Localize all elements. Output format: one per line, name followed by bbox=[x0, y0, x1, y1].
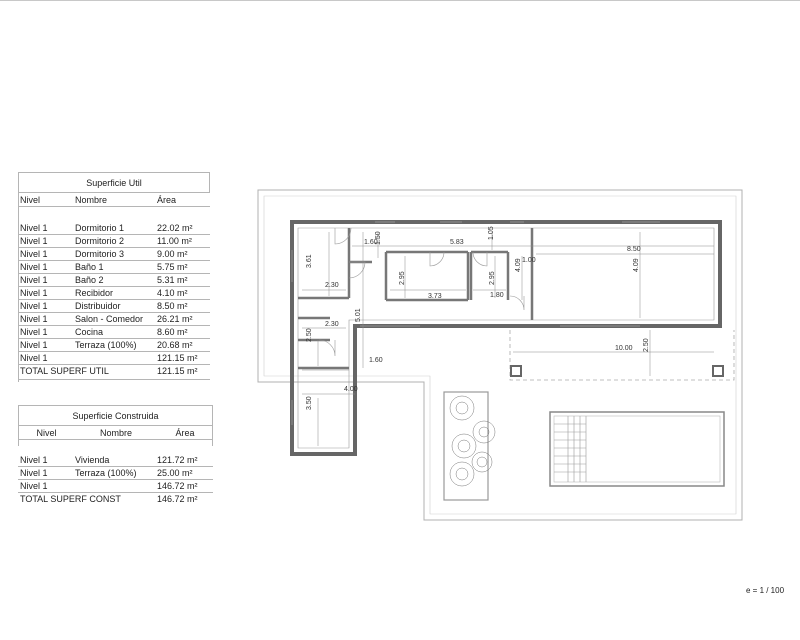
table-cell: Nivel 1 bbox=[20, 314, 48, 324]
table-cell: Dormitorio 2 bbox=[75, 236, 125, 246]
dimension-label: 5.83 bbox=[450, 239, 464, 246]
scale-label: e = 1 / 100 bbox=[746, 586, 785, 595]
dimension-label: 10.00 bbox=[615, 345, 633, 352]
column-header: Nombre bbox=[75, 195, 108, 205]
exterior-walls bbox=[292, 222, 720, 454]
dimension-label: 5.01 bbox=[355, 308, 362, 322]
table-cell: Nivel 1 bbox=[20, 288, 48, 298]
table-cell: Nivel 1 bbox=[20, 327, 48, 337]
column-header: Área bbox=[175, 428, 195, 438]
total-value: 121.15 m² bbox=[157, 366, 198, 376]
dimension-label: 4.09 bbox=[633, 258, 640, 272]
table-cell: Nivel 1 bbox=[20, 223, 48, 233]
table-cell: Nivel 1 bbox=[20, 236, 48, 246]
subtotal-value: 121.15 m² bbox=[157, 353, 198, 363]
total-value: 146.72 m² bbox=[157, 494, 198, 504]
table-title: Superficie Construida bbox=[18, 405, 213, 426]
table-cell: 11.00 m² bbox=[157, 236, 192, 246]
dimension-label: 1.60 bbox=[364, 239, 378, 246]
table-cell: 4.10 m² bbox=[157, 288, 188, 298]
table-cell: Baño 2 bbox=[75, 275, 104, 285]
dimension-label: 2.30 bbox=[325, 282, 339, 289]
dimension-label: 4.00 bbox=[344, 386, 358, 393]
table-cell: Salon - Comedor bbox=[75, 314, 144, 324]
dimension-label: 1.00 bbox=[522, 257, 536, 264]
swimming-pool bbox=[550, 412, 724, 486]
table-cell: Nivel 1 bbox=[20, 275, 48, 285]
table-cell: 8.60 m² bbox=[157, 327, 188, 337]
dimension-label: 2.50 bbox=[306, 328, 313, 342]
dimension-label: 2.95 bbox=[399, 271, 406, 285]
terrace-outline bbox=[510, 330, 734, 380]
table-cell: Nivel 1 bbox=[20, 249, 48, 259]
dimension-label: 3.61 bbox=[306, 254, 313, 268]
dimension-label: 4.09 bbox=[515, 258, 522, 272]
dimension-label: 1.05 bbox=[488, 226, 495, 240]
column-header: Nivel bbox=[36, 428, 57, 438]
total-label: TOTAL SUPERF CONST bbox=[20, 494, 121, 504]
table-cell: 22.02 m² bbox=[157, 223, 193, 233]
dimension-label: 2.30 bbox=[325, 321, 339, 328]
table-cell: Cocina bbox=[75, 327, 104, 337]
column-header: Nombre bbox=[99, 428, 132, 438]
table-cell: Nivel 1 bbox=[20, 468, 48, 478]
table-cell: 121.72 m² bbox=[157, 455, 198, 465]
table-cell: 5.31 m² bbox=[157, 275, 188, 285]
plot-boundary bbox=[258, 190, 742, 520]
table-cell: 8.50 m² bbox=[157, 301, 188, 311]
terrace-post bbox=[511, 366, 521, 376]
table-cell: 26.21 m² bbox=[157, 314, 193, 324]
dimension-label: 3.50 bbox=[306, 396, 313, 410]
dimension-label: 1.60 bbox=[369, 357, 383, 364]
garden-bed bbox=[444, 392, 488, 500]
table-cell: Nivel 1 bbox=[20, 301, 48, 311]
table-cell: Baño 1 bbox=[75, 262, 104, 272]
table-cell: Recibidor bbox=[75, 288, 114, 298]
column-header: Nivel bbox=[20, 195, 41, 205]
column-header: Área bbox=[157, 195, 177, 205]
dimension-label: 2.95 bbox=[489, 271, 496, 285]
table-cell: 20.68 m² bbox=[157, 340, 193, 350]
terrace-post bbox=[713, 366, 723, 376]
table-title: Superficie Util bbox=[18, 172, 210, 193]
table-cell: 5.75 m² bbox=[157, 262, 188, 272]
subtotal-value: 146.72 m² bbox=[157, 481, 198, 491]
table-cell: 9.00 m² bbox=[157, 249, 188, 259]
table-cell: Dormitorio 3 bbox=[75, 249, 125, 259]
table-cell: 25.00 m² bbox=[157, 468, 193, 478]
table-cell: Nivel 1 bbox=[20, 262, 48, 272]
table-cell: Dormitorio 1 bbox=[75, 223, 125, 233]
dimension-label: 2.50 bbox=[643, 338, 650, 352]
dimension-label: 8.50 bbox=[627, 246, 641, 253]
dimension-label: 1.50 bbox=[375, 231, 382, 245]
table-cell: Nivel 1 bbox=[20, 455, 48, 465]
subtotal-label: Nivel 1 bbox=[20, 481, 48, 491]
pool-steps bbox=[554, 416, 586, 482]
total-label: TOTAL SUPERF UTIL bbox=[20, 366, 109, 376]
table-cell: Terraza (100%) bbox=[75, 340, 137, 350]
subtotal-label: Nivel 1 bbox=[20, 353, 48, 363]
dimension-label: 3.73 bbox=[428, 293, 442, 300]
dimension-label: 1.80 bbox=[490, 292, 504, 299]
table-cell: Terraza (100%) bbox=[75, 468, 137, 478]
table-cell: Nivel 1 bbox=[20, 340, 48, 350]
table-cell: Vivienda bbox=[75, 455, 110, 465]
table-cell: Distribuidor bbox=[75, 301, 121, 311]
